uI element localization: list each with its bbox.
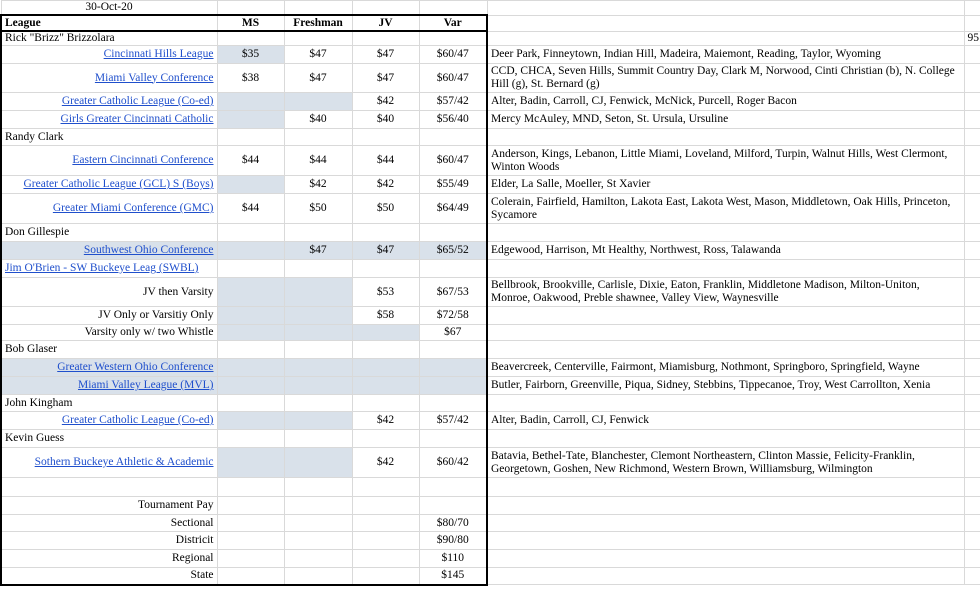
school-list[interactable] [487, 31, 964, 46]
var-fee[interactable]: $60/47 [419, 146, 487, 176]
var-fee[interactable]: $60/47 [419, 46, 487, 64]
freshman-fee[interactable]: $42 [284, 176, 352, 194]
table-row [1, 31, 980, 46]
extra-cell[interactable] [964, 497, 980, 515]
jv-fee[interactable]: $47 [352, 242, 419, 260]
table-row [1, 146, 980, 176]
freshman-fee[interactable] [284, 278, 352, 307]
header-row [1, 15, 980, 31]
ms-fee[interactable] [217, 395, 284, 412]
var-fee[interactable]: $67 [419, 325, 487, 341]
extra-cell[interactable] [964, 377, 980, 395]
league-link[interactable]: Miami Valley Conference [1, 64, 217, 93]
table-row [1, 64, 980, 93]
school-list[interactable]: Colerain, Fairfield, Hamilton, Lakota East, Lakota West, Mason, Middletown, Oak Hills, Princeton, Sycamore [487, 194, 964, 224]
freshman-fee[interactable] [284, 260, 352, 278]
row-label[interactable]: Varsity only w/ two Whistle [1, 325, 217, 341]
ms-fee[interactable] [217, 532, 284, 550]
ms-fee[interactable] [217, 129, 284, 146]
school-list[interactable] [487, 260, 964, 278]
table-row [1, 194, 980, 224]
var-fee[interactable]: $57/42 [419, 93, 487, 111]
league-link[interactable]: Jim O'Brien - SW Buckeye Leag (SWBL) [1, 260, 217, 278]
table-row [1, 430, 980, 448]
var-fee[interactable] [419, 395, 487, 412]
table-row [1, 359, 980, 377]
ms-fee[interactable] [217, 260, 284, 278]
freshman-fee[interactable] [284, 129, 352, 146]
assignor-name[interactable]: John Kingham [1, 395, 217, 412]
row-label[interactable]: JV then Varsity [1, 278, 217, 307]
school-list[interactable] [487, 129, 964, 146]
row-label[interactable]: Districit [1, 532, 217, 550]
extra-cell[interactable] [964, 146, 980, 176]
jv-fee[interactable] [352, 260, 419, 278]
jv-fee[interactable] [352, 224, 419, 242]
var-fee[interactable]: $110 [419, 550, 487, 568]
extra-cell[interactable] [964, 359, 980, 377]
school-list[interactable]: Anderson, Kings, Lebanon, Little Miami, Loveland, Milford, Turpin, Walnut Hills, West Clermont, Winton Woods [487, 146, 964, 176]
table-row [1, 46, 980, 64]
var-fee[interactable]: $145 [419, 568, 487, 585]
league-link[interactable]: Sothern Buckeye Athletic & Academic [1, 448, 217, 478]
freshman-fee[interactable]: $50 [284, 194, 352, 224]
ms-fee[interactable] [217, 341, 284, 359]
ms-fee[interactable] [217, 377, 284, 395]
extra-cell[interactable] [964, 568, 980, 585]
jv-fee[interactable] [352, 359, 419, 377]
school-list[interactable]: Batavia, Bethel-Tate, Blanchester, Clemont Northeastern, Clinton Massie, Felicity-Franklin, Georgetown, Goshen, New Richmond, Western Brown, Williamsburg, Wilmington [487, 448, 964, 478]
extra-cell[interactable] [964, 515, 980, 532]
freshman-fee[interactable] [284, 395, 352, 412]
extra-cell[interactable] [964, 430, 980, 448]
var-fee[interactable]: $60/47 [419, 64, 487, 93]
school-list[interactable] [487, 341, 964, 359]
table-row [1, 395, 980, 412]
table-row [1, 307, 980, 325]
school-list[interactable]: Alter, Badin, Carroll, CJ, Fenwick, McNick, Purcell, Roger Bacon [487, 93, 964, 111]
freshman-fee[interactable] [284, 412, 352, 430]
var-fee[interactable]: $57/42 [419, 412, 487, 430]
school-list[interactable] [487, 550, 964, 568]
ms-fee[interactable] [217, 448, 284, 478]
jv-fee[interactable]: $42 [352, 93, 419, 111]
table-row [1, 176, 980, 194]
school-list[interactable]: CCD, CHCA, Seven Hills, Summit Country Day, Clark M, Norwood, Cinti Christian (b), N. College Hill (g), St. Bernard (g) [487, 64, 964, 93]
school-list[interactable]: Beavercreek, Centerville, Fairmont, Miamisburg, Nothmont, Springboro, Springfield, Wayne [487, 359, 964, 377]
var-fee[interactable] [419, 478, 487, 497]
freshman-fee[interactable] [284, 341, 352, 359]
var-fee[interactable]: $80/70 [419, 515, 487, 532]
ms-fee[interactable] [217, 497, 284, 515]
table-row [1, 532, 980, 550]
table-row [1, 260, 980, 278]
freshman-fee[interactable]: $44 [284, 146, 352, 176]
jv-fee[interactable]: $42 [352, 412, 419, 430]
var-fee[interactable] [419, 31, 487, 46]
date-cell[interactable]: 30-Oct-20 [1, 1, 217, 16]
freshman-fee[interactable] [284, 478, 352, 497]
jv-fee[interactable]: $53 [352, 278, 419, 307]
var-fee[interactable]: $72/58 [419, 307, 487, 325]
table-row [1, 278, 980, 307]
jv-fee[interactable] [352, 497, 419, 515]
var-fee[interactable] [419, 341, 487, 359]
ms-fee[interactable] [217, 412, 284, 430]
table-row [1, 448, 980, 478]
school-list[interactable] [487, 497, 964, 515]
league-link[interactable]: Greater Catholic League (Co-ed) [1, 93, 217, 111]
ms-fee[interactable] [217, 31, 284, 46]
header-jv[interactable]: JV [352, 15, 419, 31]
freshman-fee[interactable] [284, 93, 352, 111]
ms-fee[interactable] [217, 176, 284, 194]
freshman-fee[interactable] [284, 568, 352, 585]
var-fee[interactable]: $55/49 [419, 176, 487, 194]
extra-cell[interactable] [964, 395, 980, 412]
table-row [1, 478, 980, 497]
row-label[interactable]: State [1, 568, 217, 585]
freshman-fee[interactable]: $40 [284, 111, 352, 129]
jv-fee[interactable] [352, 430, 419, 448]
league-link[interactable]: Greater Miami Conference (GMC) [1, 194, 217, 224]
var-fee[interactable] [419, 224, 487, 242]
school-list[interactable] [487, 395, 964, 412]
league-link[interactable]: Miami Valley League (MVL) [1, 377, 217, 395]
freshman-fee[interactable] [284, 359, 352, 377]
ms-fee[interactable] [217, 224, 284, 242]
jv-fee[interactable] [352, 31, 419, 46]
ms-fee[interactable]: $44 [217, 194, 284, 224]
freshman-fee[interactable] [284, 448, 352, 478]
extra-cell[interactable] [964, 46, 980, 64]
school-list[interactable] [487, 430, 964, 448]
ms-fee[interactable] [217, 111, 284, 129]
school-list[interactable] [487, 478, 964, 497]
ms-fee[interactable] [217, 242, 284, 260]
extra-cell[interactable] [964, 224, 980, 242]
var-fee[interactable] [419, 359, 487, 377]
ms-fee[interactable]: $35 [217, 46, 284, 64]
school-list[interactable] [487, 515, 964, 532]
jv-fee[interactable]: $58 [352, 307, 419, 325]
league-link[interactable]: Greater Western Ohio Conference [1, 359, 217, 377]
jv-fee[interactable]: $42 [352, 448, 419, 478]
freshman-fee[interactable] [284, 31, 352, 46]
extra-cell[interactable] [964, 341, 980, 359]
school-list[interactable]: Deer Park, Finneytown, Indian Hill, Madeira, Maiemont, Reading, Taylor, Wyoming [487, 46, 964, 64]
var-fee[interactable] [419, 377, 487, 395]
var-fee[interactable]: $90/80 [419, 532, 487, 550]
ms-fee[interactable] [217, 278, 284, 307]
jv-fee[interactable]: $50 [352, 194, 419, 224]
freshman-fee[interactable] [284, 532, 352, 550]
extra-cell[interactable] [964, 550, 980, 568]
league-link[interactable]: Eastern Cincinnati Conference [1, 146, 217, 176]
ms-fee[interactable]: $44 [217, 146, 284, 176]
table-row [1, 515, 980, 532]
extra-cell[interactable] [964, 278, 980, 307]
freshman-fee[interactable] [284, 307, 352, 325]
row-label[interactable]: Sectional [1, 515, 217, 532]
school-list[interactable]: Butler, Fairborn, Greenville, Piqua, Sidney, Stebbins, Tippecanoe, Troy, West Carrollton, Xenia [487, 377, 964, 395]
school-list[interactable] [487, 532, 964, 550]
extra-cell[interactable] [964, 129, 980, 146]
var-fee[interactable]: $56/40 [419, 111, 487, 129]
league-link[interactable]: Cincinnati Hills League [1, 46, 217, 64]
freshman-fee[interactable] [284, 515, 352, 532]
jv-fee[interactable] [352, 341, 419, 359]
jv-fee[interactable] [352, 478, 419, 497]
extra-cell[interactable] [964, 307, 980, 325]
jv-fee[interactable]: $47 [352, 46, 419, 64]
var-fee[interactable] [419, 260, 487, 278]
table-row [1, 224, 980, 242]
league-link[interactable]: Girls Greater Cincinnati Catholic [1, 111, 217, 129]
blank-cell[interactable] [1, 478, 217, 497]
freshman-fee[interactable] [284, 550, 352, 568]
extra-cell[interactable] [964, 176, 980, 194]
jv-fee[interactable] [352, 395, 419, 412]
jv-fee[interactable] [352, 532, 419, 550]
jv-fee[interactable] [352, 568, 419, 585]
table-row [1, 497, 980, 515]
var-fee[interactable] [419, 497, 487, 515]
table-row [1, 129, 980, 146]
extra-cell[interactable] [964, 532, 980, 550]
var-fee[interactable] [419, 430, 487, 448]
var-fee[interactable]: $64/49 [419, 194, 487, 224]
school-list[interactable] [487, 325, 964, 341]
freshman-fee[interactable]: $47 [284, 64, 352, 93]
school-list[interactable]: Elder, La Salle, Moeller, St Xavier [487, 176, 964, 194]
jv-fee[interactable]: $42 [352, 176, 419, 194]
extra-cell[interactable] [964, 111, 980, 129]
row-label[interactable]: Regional [1, 550, 217, 568]
extra-cell[interactable] [964, 325, 980, 341]
freshman-fee[interactable]: $47 [284, 46, 352, 64]
var-fee[interactable] [419, 129, 487, 146]
freshman-fee[interactable] [284, 430, 352, 448]
school-list[interactable]: Alter, Badin, Carroll, CJ, Fenwick [487, 412, 964, 430]
header-freshman[interactable]: Freshman [284, 15, 352, 31]
league-link[interactable]: Greater Catholic League (GCL) S (Boys) [1, 176, 217, 194]
ms-fee[interactable] [217, 568, 284, 585]
league-link[interactable]: Greater Catholic League (Co-ed) [1, 412, 217, 430]
extra-cell[interactable] [964, 93, 980, 111]
jv-fee[interactable]: $44 [352, 146, 419, 176]
league-link[interactable]: Southwest Ohio Conference [1, 242, 217, 260]
school-list[interactable] [487, 568, 964, 585]
extra-cell[interactable] [964, 64, 980, 93]
school-list[interactable]: Edgewood, Harrison, Mt Healthy, Northwest, Ross, Talawanda [487, 242, 964, 260]
ms-fee[interactable] [217, 430, 284, 448]
header-league[interactable]: League [1, 15, 217, 31]
jv-fee[interactable] [352, 129, 419, 146]
extra-cell[interactable] [964, 448, 980, 478]
extra-cell[interactable]: 95 [964, 31, 980, 46]
assignor-name[interactable]: Don Gillespie [1, 224, 217, 242]
jv-fee[interactable] [352, 325, 419, 341]
table-row [1, 568, 980, 585]
jv-fee[interactable] [352, 515, 419, 532]
date-row [1, 1, 980, 16]
ms-fee[interactable] [217, 307, 284, 325]
ms-fee[interactable] [217, 359, 284, 377]
table-row [1, 242, 980, 260]
ms-fee[interactable] [217, 325, 284, 341]
table-row [1, 111, 980, 129]
table-row [1, 325, 980, 341]
row-label[interactable]: Tournament Pay [1, 497, 217, 515]
ms-fee[interactable]: $38 [217, 64, 284, 93]
assignor-name[interactable]: Randy Clark [1, 129, 217, 146]
freshman-fee[interactable] [284, 325, 352, 341]
assignor-name[interactable]: Bob Glaser [1, 341, 217, 359]
extra-cell[interactable] [964, 478, 980, 497]
freshman-fee[interactable] [284, 377, 352, 395]
table-row [1, 550, 980, 568]
freshman-fee[interactable]: $47 [284, 242, 352, 260]
jv-fee[interactable] [352, 550, 419, 568]
ms-fee[interactable] [217, 478, 284, 497]
freshman-fee[interactable] [284, 497, 352, 515]
extra-cell[interactable] [964, 412, 980, 430]
extra-cell[interactable] [964, 260, 980, 278]
school-list[interactable]: Bellbrook, Brookville, Carlisle, Dixie, Eaton, Franklin, Middletone Madison, Milton-Uniton, Monroe, Oakwood, Preble shawnee, Valley View, Waynesville [487, 278, 964, 307]
assignor-name[interactable]: Rick "Brizz" Brizzolara [1, 31, 217, 46]
freshman-fee[interactable] [284, 224, 352, 242]
var-fee[interactable]: $65/52 [419, 242, 487, 260]
table-row [1, 377, 980, 395]
jv-fee[interactable] [352, 377, 419, 395]
ms-fee[interactable] [217, 93, 284, 111]
extra-cell[interactable] [964, 242, 980, 260]
jv-fee[interactable]: $40 [352, 111, 419, 129]
ms-fee[interactable] [217, 515, 284, 532]
var-fee[interactable]: $67/53 [419, 278, 487, 307]
school-list[interactable]: Mercy McAuley, MND, Seton, St. Ursula, Ursuline [487, 111, 964, 129]
extra-cell[interactable] [964, 194, 980, 224]
assignor-name[interactable]: Kevin Guess [1, 430, 217, 448]
row-label[interactable]: JV Only or Varsitiy Only [1, 307, 217, 325]
ms-fee[interactable] [217, 550, 284, 568]
header-ms[interactable]: MS [217, 15, 284, 31]
var-fee[interactable]: $60/42 [419, 448, 487, 478]
table-row [1, 93, 980, 111]
jv-fee[interactable]: $47 [352, 64, 419, 93]
table-row [1, 412, 980, 430]
school-list[interactable] [487, 224, 964, 242]
table-row [1, 341, 980, 359]
school-list[interactable] [487, 307, 964, 325]
header-var[interactable]: Var [419, 15, 487, 31]
